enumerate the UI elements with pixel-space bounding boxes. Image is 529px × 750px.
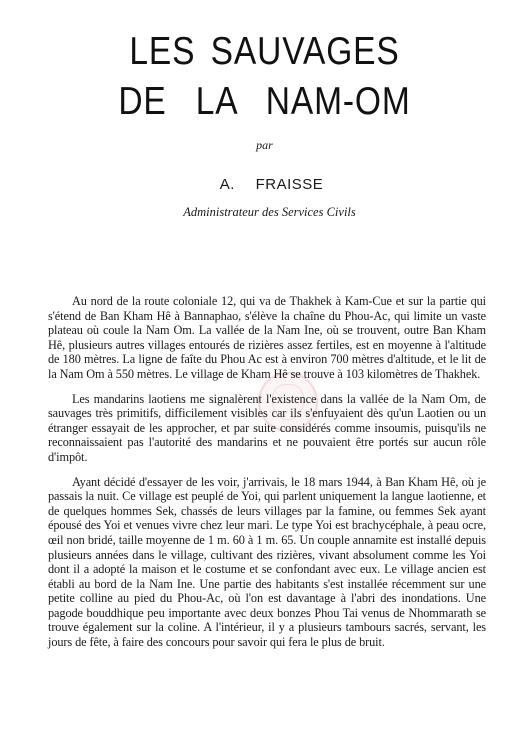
article-title-line-1: LES SAUVAGES [129, 30, 400, 73]
article-body [48, 294, 486, 650]
paragraph-3: Ayant décidé d'essayer de les voir, j'arrivais, le 18 mars 1944, à Ban Kham Hê, où je passais la nuit. Ce village est peuplé de Yoi, qui parlent uniquement la langue laotienne, et de quelques hommes Sek, chassés de leurs villages par la famine, ou femmes Sek ayant épousé des Yoi et venues vivre chez leur mari. Le type Yoi est brachycéphale, à peau ocre, œil non bridé, taille moyenne de 1 m. 60 à 1 m. 65. Un couple annamite est installé depuis plusieurs années dans le village, cultivant des rizières, vivant absolument comme les Yoi dont il a adopté la maison et le costume et se confondant avec eux. Le village ancien est établi au bord de la Nam Ine. Une partie des habitants s'est installée récemment sur une petite colline au pied du Phou-Ac, où l'on est davantage à l'abri des inondations. Une pagode bouddhique peu importante avec deux bonzes Phou Tai venus de Nhommarath se trouve également sur la coline. A l'intérieur, il y a plusieurs tambours sacrés, servant, les jours de fête, à faire des concours pour savoir qui fera le plus de bruit. [48, 474, 486, 650]
author-affiliation: Administrateur des Services Civils [183, 205, 356, 219]
article-title-line-2: DE LA NAM-OM [118, 80, 411, 123]
author-name: A. FRAISSE [219, 176, 324, 193]
paragraph-2: Les mandarins laotiens me signalèrent l'existence dans la vallée de la Nam Om, de sauvages très primitifs, difficilement visibles car ils s'enfuyaient dès qu'un Laotien ou un étranger essayait de les approcher, et par suite considérés comme insoumis, puisqu'ils ne reconnaissaient pas l'autorité des mandarins et ne pouvaient être portés sur aucun rôle d'impôt. [48, 391, 486, 464]
paragraph-1: Au nord de la route coloniale 12, qui va de Thakhek à Kam-Cue et sur la partie qui s'étend de Ban Kham Hê à Bannaphao, s'élève la chaîne du Phou-Ac, qui limite un vaste plateau où coule la Nam Om. La vallée de la Nam Ine, où se trouvent, outre Ban Kham Hê, plusieurs autres villages entourés de rizières assez fertiles, est en moyenne à l'altitude de 180 mètres. La ligne de faîte du Phou Ac est à environ 700 mètres d'altitude, et le lit de la Nam Om à 550 mètres. Le village de Kham Hê se trouve à 103 kilomètres de Thakhek. [48, 294, 486, 381]
byline: par [256, 138, 273, 152]
